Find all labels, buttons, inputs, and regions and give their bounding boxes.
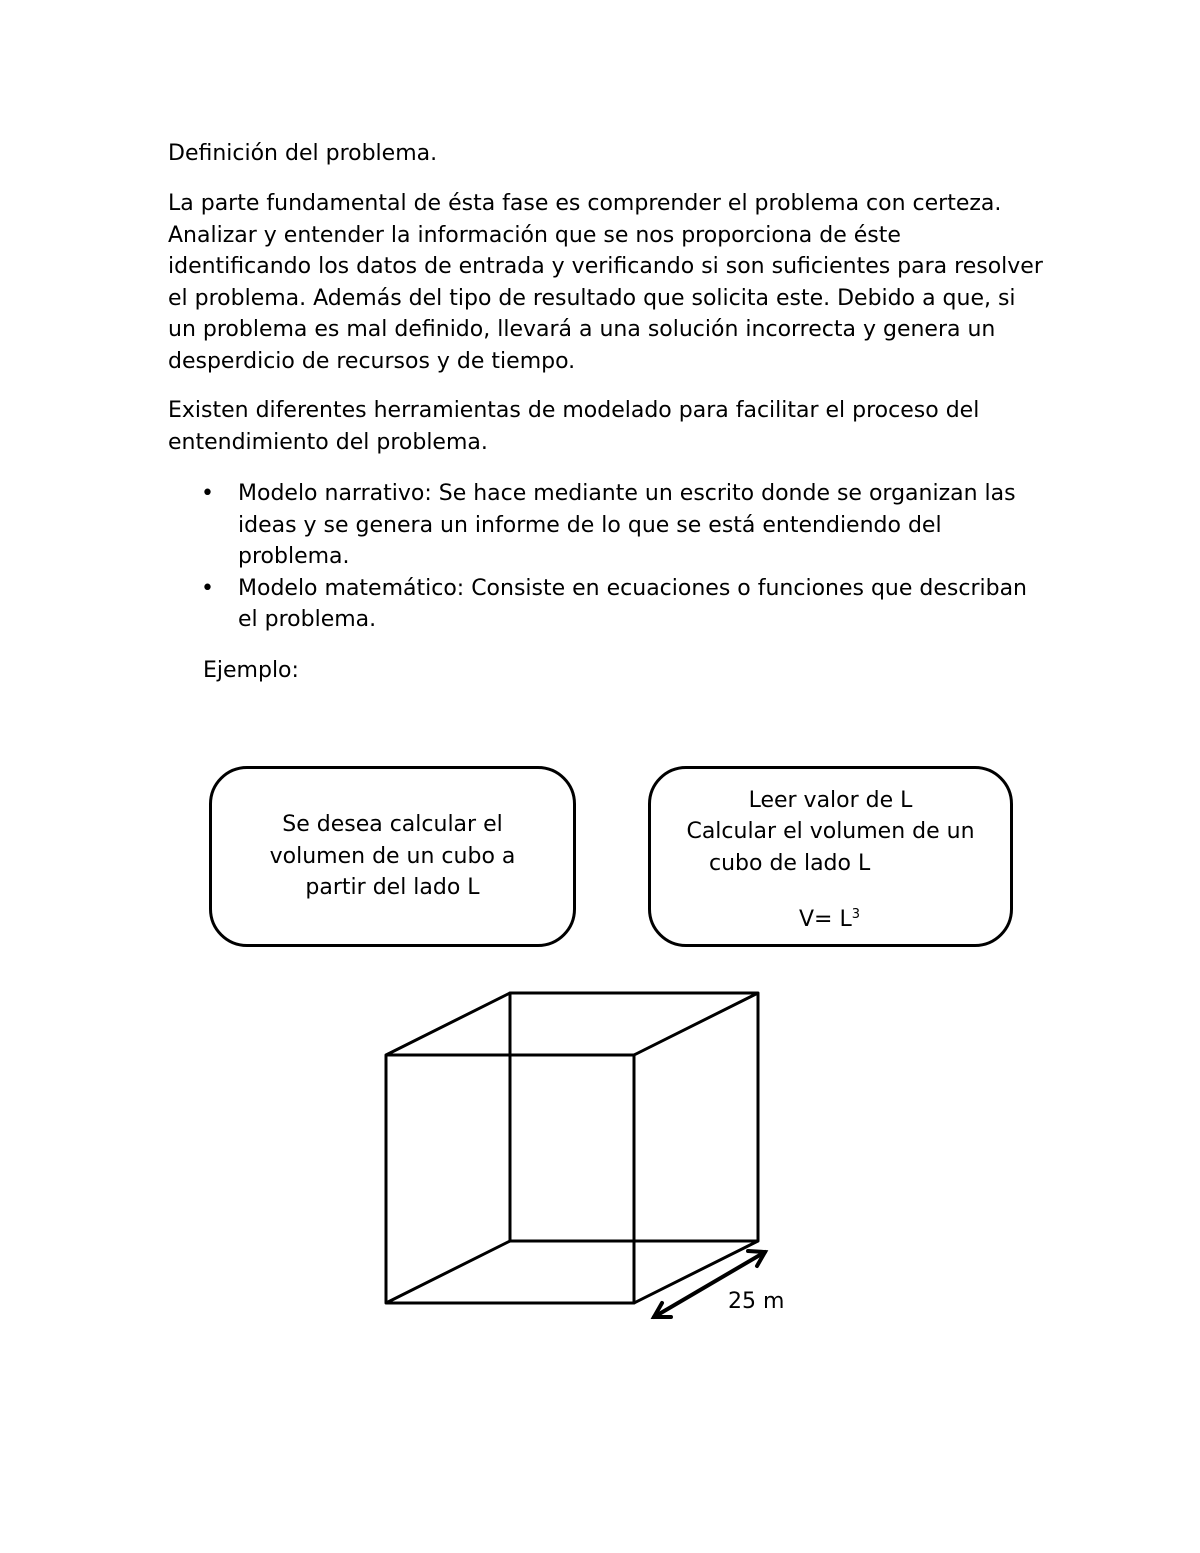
formula-base: V= L (799, 907, 852, 932)
narrative-line: Se desea calcular el (282, 812, 503, 838)
section-heading: Definición del problema. (168, 141, 438, 166)
narrative-line: partir del lado L (305, 875, 480, 901)
dimension-label: 25 m (728, 1289, 785, 1314)
paragraph-modeling-tools: Existen diferentes herramientas de modelado para facilitar el proceso del entendimiento del problema. (168, 398, 980, 455)
math-box-line: Calcular el volumen de un (686, 819, 975, 844)
math-box-line: Leer valor de L (748, 788, 913, 813)
cube-edge (386, 993, 510, 1055)
math-box-line: cubo de lado L (709, 851, 871, 876)
cube-edge (386, 1241, 510, 1303)
bullet-icon: • (201, 575, 214, 601)
cube-edge (634, 993, 758, 1055)
paragraph-definition: La parte fundamental de ésta fase es comprender el problema con certeza. Analizar y entender la información que se nos proporciona de éste identificando los datos de entrada y verificando si son suficientes para resolver el problema. Además del tipo de resultado que solicita este. Debido a que, si un problema es mal definido, llevará a una solución incorrecta y genera un desperdicio de recursos y de tiempo. (168, 191, 1043, 374)
bullet-icon: • (201, 481, 214, 506)
bullet-text-mathematical: Modelo matemático: Consiste en ecuaciones o funciones que describan el problema. (238, 575, 1028, 632)
narrative-line: volumen de un cubo a (269, 843, 516, 869)
example-label: Ejemplo: (203, 658, 299, 683)
bullet-text-narrative: Modelo narrativo: Se hace mediante un escrito donde se organizan las ideas y se genera un informe de lo que se está entendiendo del problema. (238, 481, 1016, 569)
formula-exponent: 3 (851, 907, 861, 922)
